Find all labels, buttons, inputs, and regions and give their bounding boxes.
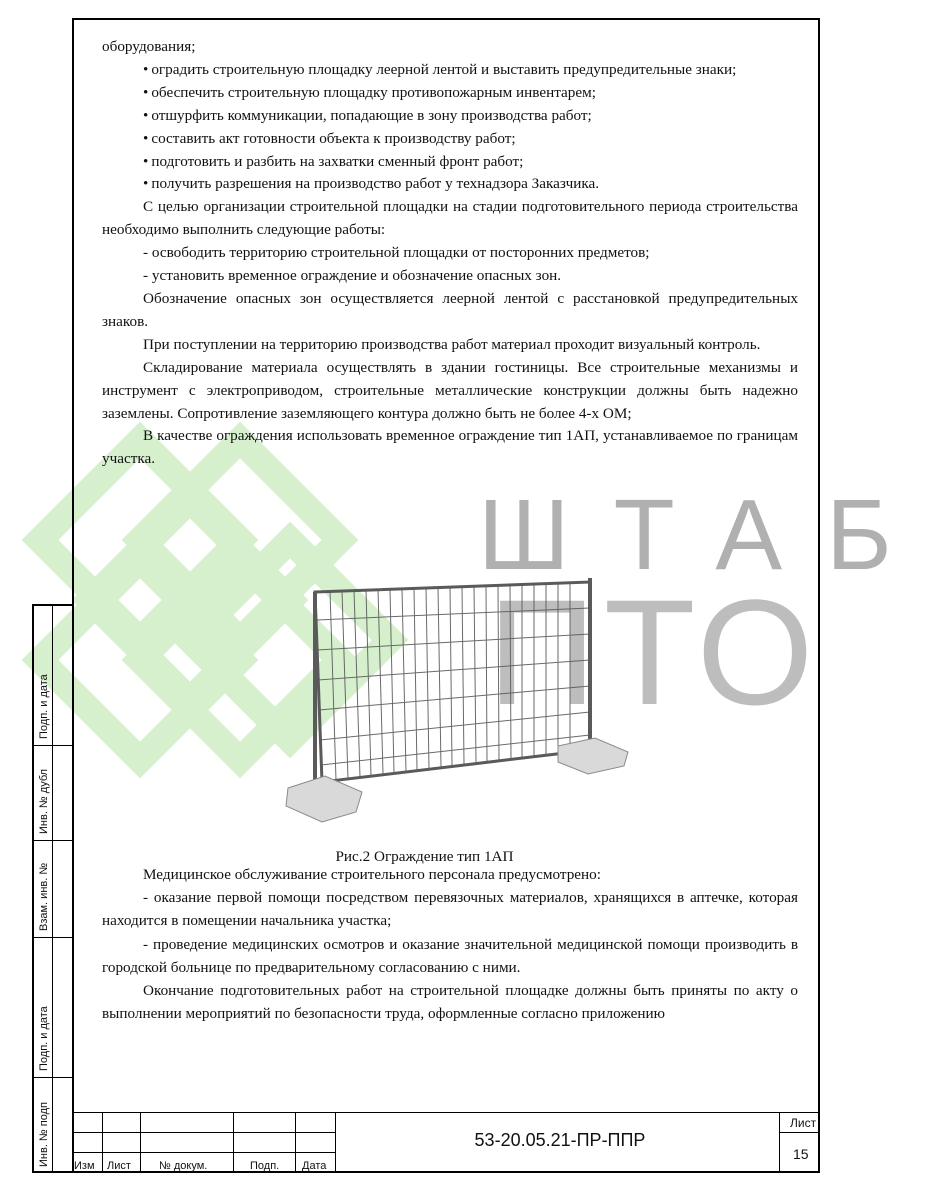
- document-code: 53-20.05.21-ПР-ППР: [474, 1130, 646, 1150]
- side-cell: [34, 606, 72, 746]
- title-header: Лист: [107, 1160, 131, 1172]
- title-header: № докум.: [159, 1160, 208, 1172]
- watermark-text-line1: ШТАБ: [478, 479, 936, 591]
- title-cell: [103, 1112, 141, 1173]
- side-label: Подп. и дата: [38, 674, 50, 739]
- side-label: Подп. и дата: [38, 1006, 50, 1071]
- paragraph: В качестве ограждения использовать временное ограждение тип 1АП, устанавливаемое по границам участка.: [102, 427, 798, 468]
- body-text: [102, 36, 798, 471]
- bullet-item: • обеспечить строительную площадку противопожарным инвентарем;: [102, 82, 798, 105]
- paragraph: При поступлении на территорию производства работ материал проходит визуальный контроль.: [143, 335, 761, 353]
- paragraph: Обозначение опасных зон осуществляется леерной лентой с расстановкой предупредительных знаков.: [102, 289, 798, 330]
- bullet-item: • отшурфить коммуникации, попадающие в зону производства работ;: [102, 105, 798, 128]
- body-text-after: [102, 863, 798, 1025]
- bullet-item: • получить разрешения на производство работ у технадзора Заказчика.: [102, 173, 798, 196]
- sheet-number: 15: [793, 1146, 809, 1162]
- bullet-item: • составить акт готовности объекта к производству работ;: [102, 128, 798, 151]
- side-label: Взам. инв. №: [38, 862, 50, 931]
- title-header: Дата: [302, 1160, 327, 1172]
- paragraph: Складирование материала осуществлять в здании гостиницы. Все строительные механизмы и инструмент с электроприводом, строительные металлические конструкции должны быть надежно заземлены. Сопротивление заземляющего контура должно быть не более 4-х ОМ;: [102, 358, 798, 422]
- figure-caption: Рис.2 Ограждение тип 1АП: [335, 848, 514, 865]
- paragraph: - установить временное ограждение и обозначение опасных зон.: [143, 267, 562, 285]
- paragraph: - оказание первой помощи посредством перевязочных материалов, хранящихся в аптечке, которая находится в помещении начальника участка;: [102, 889, 798, 930]
- side-label: Инв. № подп: [38, 1101, 50, 1167]
- bullet-item: • подготовить и разбить на захватки сменный фронт работ;: [102, 151, 798, 174]
- paragraph: - проведение медицинских осмотров и оказание значительной медицинской помощи производить в городской больнице по предварительному согласованию с ними.: [102, 935, 798, 976]
- bullet-item: • оградить строительную площадку леерной лентой и выставить предупредительные знаки;: [102, 59, 798, 82]
- side-cell: [34, 938, 72, 1078]
- fence-figure: [270, 570, 650, 830]
- watermark-text-line2: ПТО: [488, 568, 822, 736]
- title-cell: [141, 1112, 234, 1173]
- side-cell: [34, 1078, 72, 1173]
- paragraph: Медицинское обслуживание строительного персонала предусмотрено:: [143, 866, 601, 883]
- title-cell: [72, 1112, 103, 1173]
- side-stamp: [32, 604, 72, 1173]
- side-label: Инв. № дубл: [38, 768, 50, 834]
- paragraph: С целью организации строительной площадки на стадии подготовительного периода строительства необходимо выполнить следующие работы:: [102, 198, 798, 239]
- title-header: Изм: [74, 1160, 95, 1172]
- paragraph: оборудования;: [102, 38, 196, 55]
- title-cell: [234, 1112, 296, 1173]
- side-cell: [34, 746, 72, 841]
- sheet-label: Лист: [790, 1116, 817, 1130]
- paragraph: - освободить территорию строительной площадки от посторонних предметов;: [143, 244, 650, 262]
- title-header: Подп.: [250, 1160, 280, 1172]
- paragraph: Окончание подготовительных работ на строительной площадке должны быть приняты по акту о выполнении мероприятий по безопасности труда, оформленные согласно приложению: [102, 982, 798, 1023]
- title-cell: [296, 1112, 336, 1173]
